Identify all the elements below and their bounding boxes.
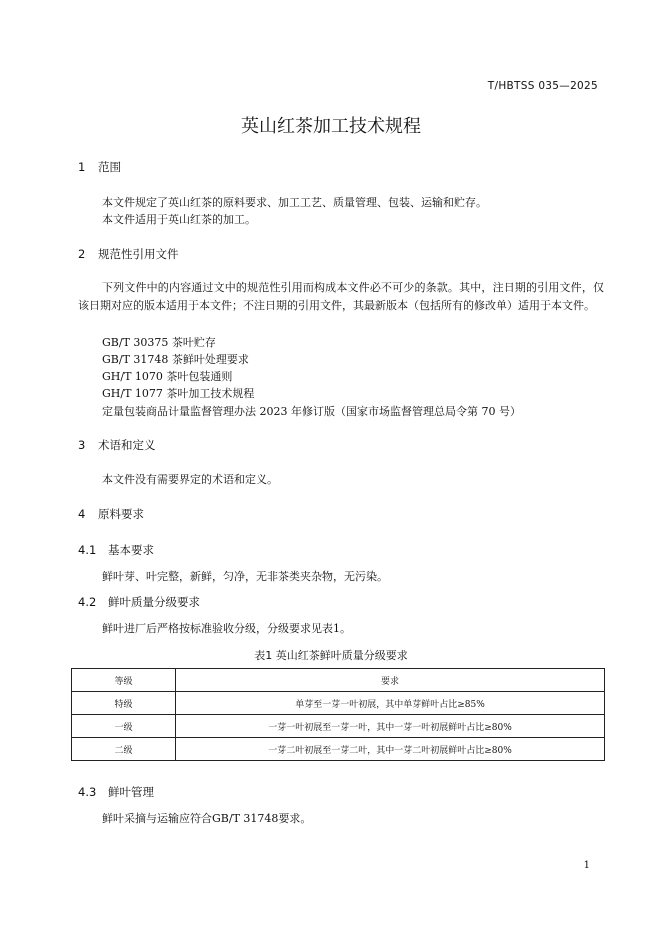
section-number: 1 bbox=[78, 160, 86, 174]
table-row bbox=[72, 715, 605, 738]
section-4-heading bbox=[78, 506, 144, 522]
table-cell-grade: 特级 bbox=[72, 692, 176, 715]
section-number: 4 bbox=[78, 507, 86, 521]
paragraph: 本文件适用于英山红茶的加工。 bbox=[102, 213, 256, 226]
table-caption: 表1 英山红茶鲜叶质量分级要求 bbox=[254, 649, 408, 662]
document-title: 英山红茶加工技术规程 bbox=[241, 116, 421, 137]
table-cell-requirement: 一芽二叶初展至一芽二叶，其中一芽二叶初展鲜叶占比≥80% bbox=[176, 738, 605, 761]
table-cell-grade: 一级 bbox=[72, 715, 176, 738]
paragraph: 鲜叶采摘与运输应符合GB/T 31748要求。 bbox=[102, 812, 312, 825]
paragraph: 本文件规定了英山红茶的原料要求、加工工艺、质量管理、包装、运输和贮存。 bbox=[102, 196, 487, 209]
reference-item: 定量包装商品计量监督管理办法 2023 年修订版（国家市场监督管理总局令第 70 号） bbox=[102, 405, 521, 418]
table-row bbox=[72, 692, 605, 715]
reference-item: GB/T 30375 茶叶贮存 bbox=[102, 336, 216, 349]
section-number: 2 bbox=[78, 247, 86, 261]
reference-item: GH/T 1070 茶叶包装通则 bbox=[102, 370, 233, 383]
section-title: 原料要求 bbox=[98, 507, 144, 521]
reference-item: GH/T 1077 茶叶加工技术规程 bbox=[102, 387, 255, 400]
paragraph: 鲜叶进厂后严格按标准验收分级，分级要求见表1。 bbox=[102, 622, 351, 635]
section-title: 范围 bbox=[98, 160, 121, 174]
subsection-number: 4.2 bbox=[78, 595, 97, 609]
subsection-4-3-heading bbox=[78, 784, 154, 800]
table-cell-requirement: 一芽一叶初展至一芽一叶，其中一芽一叶初展鲜叶占比≥80% bbox=[176, 715, 605, 738]
section-number: 3 bbox=[78, 438, 86, 452]
table-header-cell: 要求 bbox=[176, 669, 605, 692]
subsection-4-1-heading bbox=[78, 542, 154, 558]
table-row bbox=[72, 738, 605, 761]
table-header-row bbox=[72, 669, 605, 692]
table-header-cell: 等级 bbox=[72, 669, 176, 692]
reference-item: GB/T 31748 茶鲜叶处理要求 bbox=[102, 353, 249, 366]
section-title: 规范性引用文件 bbox=[98, 247, 179, 261]
subsection-title: 基本要求 bbox=[108, 543, 154, 557]
section-3-heading bbox=[78, 437, 156, 453]
subsection-number: 4.1 bbox=[78, 543, 97, 557]
paragraph: 鲜叶芽、叶完整，新鲜，匀净，无非茶类夹杂物，无污染。 bbox=[102, 570, 388, 583]
section-1-heading bbox=[78, 159, 121, 175]
subsection-number: 4.3 bbox=[78, 785, 97, 799]
standard-number: T/HBTSS 035—2025 bbox=[487, 80, 598, 92]
section-2-heading bbox=[78, 246, 179, 262]
paragraph: 下列文件中的内容通过文中的规范性引用而构成本文件必不可少的条款。其中，注日期的引用文件，仅该日期对应的版本适用于本文件；不注日期的引用文件，其最新版本（包括所有的修改单）适用于本文件。 bbox=[78, 281, 604, 312]
page-number: 1 bbox=[583, 860, 590, 871]
subsection-title: 鲜叶管理 bbox=[108, 785, 154, 799]
grading-table bbox=[71, 668, 605, 761]
paragraph: 本文件没有需要界定的术语和定义。 bbox=[102, 473, 278, 486]
subsection-4-2-heading bbox=[78, 594, 200, 610]
table-cell-grade: 二级 bbox=[72, 738, 176, 761]
section-title: 术语和定义 bbox=[98, 438, 156, 452]
subsection-title: 鲜叶质量分级要求 bbox=[108, 595, 200, 609]
table-cell-requirement: 单芽至一芽一叶初展，其中单芽鲜叶占比≥85% bbox=[176, 692, 605, 715]
